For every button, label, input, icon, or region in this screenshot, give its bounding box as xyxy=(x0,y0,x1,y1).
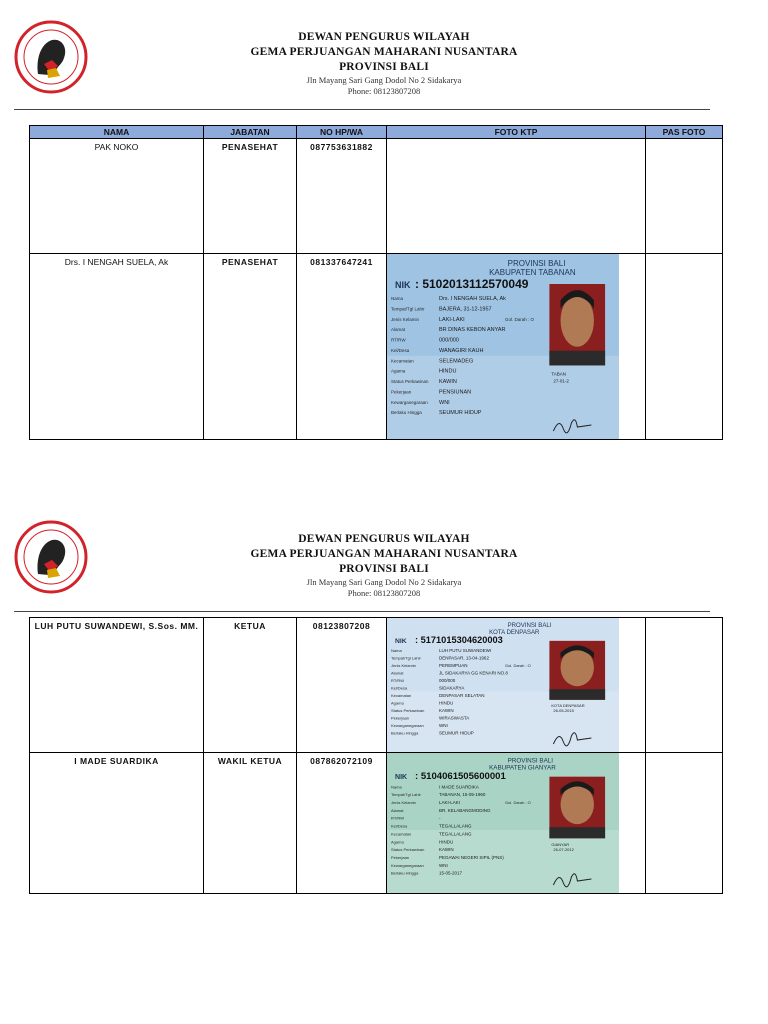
header-divider xyxy=(14,109,710,110)
ktp-field-value: TEGALLALANG xyxy=(439,831,472,837)
cell-nama: LUH PUTU SUWANDEWI, S.Sos. MM. xyxy=(30,618,204,753)
ktp-field-label: Jenis Kelamin xyxy=(391,800,416,806)
cell-hp: 087862072109 xyxy=(297,753,387,894)
ktp-field-label: Kewarganegaraan xyxy=(391,399,428,405)
org-address: Jln Mayang Sari Gang Dodol No 2 Sidakarya xyxy=(306,577,462,587)
cell-pas-foto xyxy=(646,254,723,440)
ktp-field-label: Status Perkawinan xyxy=(391,708,425,714)
cell-hp: 087753631882 xyxy=(297,139,387,254)
ktp-field-value: - xyxy=(439,815,441,821)
ktp-field-label: Pekerjaan xyxy=(391,389,412,395)
ktp-nik: : 5102013112570049 xyxy=(415,277,529,291)
table-row xyxy=(30,254,723,440)
ktp-issue-city: TABAN xyxy=(551,371,567,377)
ktp-field-label: Agama xyxy=(391,368,406,374)
ktp-field-value: JL SIDAKARYA GG KENARI NO.8 xyxy=(439,670,508,676)
member-table-2 xyxy=(29,617,723,894)
ktp-nik-label: NIK xyxy=(395,280,411,290)
cell-hp: 081337647241 xyxy=(297,254,387,440)
ktp-field-value: KAWIN xyxy=(439,847,454,853)
ktp-field-value: BAJERA, 31-12-1957 xyxy=(439,306,492,313)
ktp-regency: KOTA DENPASAR xyxy=(489,630,540,637)
ktp-field-value: KAWIN xyxy=(439,708,454,714)
ktp-card-photo xyxy=(387,618,619,752)
ktp-field-label: Nama xyxy=(391,647,402,653)
col-nama: NAMA xyxy=(30,126,204,139)
ktp-field-label: Pekerjaan xyxy=(391,715,410,721)
ktp-field-label: Berlaku Hingga xyxy=(391,730,419,736)
col-foto-ktp: FOTO KTP xyxy=(387,126,646,139)
ktp-field-label: Jenis Kelamin xyxy=(391,662,416,668)
org-name: GEMA PERJUANGAN MAHARANI NUSANTARA xyxy=(250,548,518,560)
ktp-field-label: RT/RW xyxy=(391,337,406,343)
ktp-field-label: Agama xyxy=(391,700,404,706)
ktp-blood-type: Gol. Darah : O xyxy=(505,662,531,668)
ktp-field-label: Nama xyxy=(391,784,402,790)
ktp-issue-date: 27-01-2 xyxy=(553,378,569,384)
table-header-row xyxy=(30,126,723,139)
table-row xyxy=(30,139,723,254)
header-divider xyxy=(14,611,710,612)
ktp-field-value: WNI xyxy=(439,723,448,729)
ktp-nik-label: NIK xyxy=(395,774,408,782)
ktp-field-label: Pekerjaan xyxy=(391,855,410,861)
ktp-field-label: Nama xyxy=(391,296,404,301)
ktp-field-value: PEGAWAI NEGERI SIPIL (PNS) xyxy=(439,855,504,861)
col-jabatan: JABATAN xyxy=(204,126,297,139)
ktp-field-value: SEUMUR HIDUP xyxy=(439,730,474,736)
ktp-card-graphic xyxy=(387,618,619,752)
ktp-field-value: PEREMPUAN xyxy=(439,662,468,668)
ktp-field-value: TEGALLALANG xyxy=(439,823,472,829)
ktp-field-label: Berlaku Hingga xyxy=(391,410,422,416)
cell-foto-ktp xyxy=(387,254,646,440)
cell-jabatan: PENASEHAT xyxy=(204,254,297,440)
ktp-field-label: Alamat xyxy=(391,807,404,813)
ktp-field-value: TABANAN, 15-05-1960 xyxy=(439,792,486,798)
ktp-nik-label: NIK xyxy=(395,638,407,646)
ktp-field-label: Alamat xyxy=(391,327,406,333)
ktp-regency: KABUPATEN GIANYAR xyxy=(489,764,556,772)
org-province: PROVINSI BALI xyxy=(339,563,429,575)
ktp-card-photo xyxy=(387,753,619,893)
ktp-field-value: WNI xyxy=(439,862,448,868)
ktp-issue-date: 26-07-2012 xyxy=(553,847,574,853)
cell-nama: Drs. I NENGAH SUELA, Ak xyxy=(30,254,204,440)
ktp-field-label: Tempat/Tgl Lahir xyxy=(391,306,425,312)
ktp-field-value: HINDU xyxy=(439,700,454,706)
ktp-field-value: I MADE SUARDIKA xyxy=(439,784,479,790)
ktp-field-label: Status Perkawinan xyxy=(391,379,429,385)
cell-jabatan: KETUA xyxy=(204,618,297,753)
ktp-blood-type: Gol. Darah : O xyxy=(505,800,531,806)
cell-nama: I MADE SUARDIKA xyxy=(30,753,204,894)
ktp-regency: KABUPATEN TABANAN xyxy=(489,268,576,277)
ktp-field-label: Kecamatan xyxy=(391,693,412,699)
ktp-field-value: 000/000 xyxy=(439,677,456,683)
ktp-nik: : 5171015304620003 xyxy=(415,635,503,646)
ktp-card-graphic xyxy=(387,753,619,893)
ktp-field-label: Kecamatan xyxy=(391,358,414,364)
cell-foto-ktp-empty xyxy=(387,139,646,254)
col-pas-foto: PAS FOTO xyxy=(646,126,723,139)
letterhead-text xyxy=(0,532,768,599)
org-address: Jln Mayang Sari Gang Dodol No 2 Sidakarya xyxy=(306,75,462,85)
cell-foto-ktp xyxy=(387,753,646,894)
ktp-province: PROVINSI BALI xyxy=(507,259,566,268)
ktp-field-value: SELEMADEG xyxy=(439,358,474,365)
org-level: DEWAN PENGURUS WILAYAH xyxy=(298,31,470,43)
org-level: DEWAN PENGURUS WILAYAH xyxy=(298,533,470,545)
ktp-issue-date: 26-05-2015 xyxy=(553,708,574,714)
ktp-field-value: LUH PUTU SUWANDEWI xyxy=(439,647,492,653)
org-name: GEMA PERJUANGAN MAHARANI NUSANTARA xyxy=(250,46,518,58)
ktp-field-label: RT/RW xyxy=(391,815,404,821)
org-province: PROVINSI BALI xyxy=(339,61,429,73)
ktp-issue-city: GIANYAR xyxy=(551,841,570,847)
ktp-field-label: Berlaku Hingga xyxy=(391,870,419,876)
cell-pas-foto xyxy=(646,139,723,254)
ktp-field-value: SEUMUR HIDUP xyxy=(439,410,482,417)
ktp-blood-type: Gol. Darah : O xyxy=(505,316,535,322)
table-row xyxy=(30,618,723,753)
ktp-field-value: SIDAKARYA xyxy=(439,685,465,691)
ktp-field-label: Alamat xyxy=(391,670,404,676)
ktp-card-photo xyxy=(387,254,619,439)
table-row xyxy=(30,753,723,894)
cell-nama: PAK NOKO xyxy=(30,139,204,254)
org-phone: Phone: 08123807208 xyxy=(347,86,421,96)
ktp-field-value: LAKI-LAKI xyxy=(439,316,465,323)
ktp-province: PROVINSI BALI xyxy=(507,757,554,765)
ktp-field-value: 15-05-2017 xyxy=(439,870,463,876)
cell-foto-ktp xyxy=(387,618,646,753)
ktp-field-label: Kel/Desa xyxy=(391,685,408,691)
ktp-field-value: BR. KELABANGMODING xyxy=(439,807,491,813)
ktp-card-graphic xyxy=(387,254,619,439)
ktp-field-value: HINDU xyxy=(439,839,454,845)
ktp-field-value: WANAGIRI KAUH xyxy=(439,347,484,354)
ktp-field-label: Kecamatan xyxy=(391,831,412,837)
ktp-issue-city: KOTA DENPASAR xyxy=(551,703,585,709)
ktp-field-label: RT/RW xyxy=(391,677,404,683)
ktp-field-label: Tempat/Tgl Lahir xyxy=(391,655,421,661)
ktp-field-value: 000/000 xyxy=(439,337,459,344)
ktp-field-value: DENPASAR, 13-04-1962 xyxy=(439,655,489,661)
ktp-field-value: KAWIN xyxy=(439,379,457,386)
ktp-field-label: Jenis Kelamin xyxy=(391,316,420,322)
ktp-field-value: WIRASWASTA xyxy=(439,715,470,721)
ktp-field-value: BR DINAS KEBON ANYAR xyxy=(439,327,506,334)
cell-pas-foto xyxy=(646,618,723,753)
ktp-field-label: Kel/Desa xyxy=(391,823,408,829)
ktp-field-value: WNI xyxy=(439,399,450,406)
ktp-field-label: Agama xyxy=(391,839,404,845)
ktp-field-label: Kewarganegaraan xyxy=(391,862,424,868)
col-hp: NO HP/WA xyxy=(297,126,387,139)
ktp-field-label: Tempat/Tgl Lahir xyxy=(391,792,421,798)
ktp-field-value: LAKI-LAKI xyxy=(439,800,461,806)
letterhead-text xyxy=(0,30,768,97)
org-phone: Phone: 08123807208 xyxy=(347,588,421,598)
ktp-field-value: Drs. I NENGAH SUELA, Ak xyxy=(439,296,506,302)
ktp-field-value: PENSIUNAN xyxy=(439,389,472,396)
ktp-field-label: Kewarganegaraan xyxy=(391,723,424,729)
ktp-field-value: DENPASAR SELATAN xyxy=(439,693,485,699)
cell-hp: 08123807208 xyxy=(297,618,387,753)
ktp-province: PROVINSI BALI xyxy=(507,623,552,630)
member-table-1 xyxy=(29,125,723,440)
ktp-field-value: HINDU xyxy=(439,368,457,375)
cell-jabatan: PENASEHAT xyxy=(204,139,297,254)
cell-pas-foto xyxy=(646,753,723,894)
ktp-nik: : 5104061505600001 xyxy=(415,771,506,783)
ktp-field-label: Kel/Desa xyxy=(391,347,410,353)
cell-jabatan: WAKIL KETUA xyxy=(204,753,297,894)
ktp-field-label: Status Perkawinan xyxy=(391,847,425,853)
